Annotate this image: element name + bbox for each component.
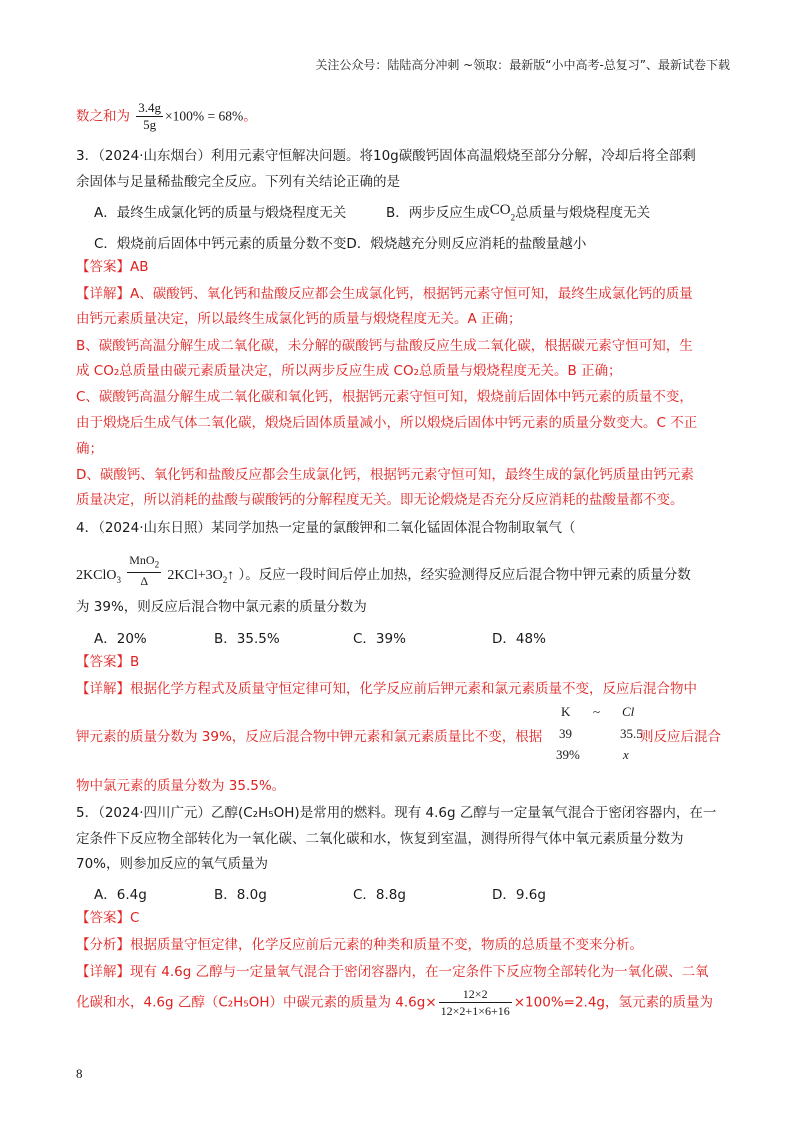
q5-detail-line2 xyxy=(76,986,713,1019)
fraction-denominator: 5g xyxy=(143,117,157,132)
q4-stem-line2 xyxy=(76,548,691,588)
q5-detail-line2-prefix: 化碳和水，4.6g 乙醇（C₂H₅OH）中碳元素的质量为 4.6g× xyxy=(76,994,437,1011)
q3-detail-line2: 由钙元素质量决定，所以最终生成氯化钙的质量与煅烧程度无关。A 正确； xyxy=(76,311,522,327)
continuation-formula: ×100% = 68% xyxy=(165,108,244,124)
ratio-35-5: 35.5 xyxy=(620,726,643,741)
q4-stem-line1: 4．（2024·山东日照）某同学加热一定量的氯酸钾和二氧化锰固体混合物制取氧气（ xyxy=(76,520,576,536)
equation-catalyst-sub: 2 xyxy=(154,559,160,570)
q4-detail-line2-suffix: 则反应后混合 xyxy=(640,729,721,745)
q5-option-c: C．8.8g xyxy=(353,887,406,903)
carbon-fraction xyxy=(439,986,512,1019)
q4-option-c: C．39% xyxy=(353,631,406,647)
equation-catalyst-text: MnO xyxy=(129,553,155,567)
page-number: 8 xyxy=(76,1066,83,1081)
co2-subscript: 2 xyxy=(510,212,516,223)
equation-reactant-text: 2KClO xyxy=(76,567,117,583)
q3-detail-line7: 确； xyxy=(76,441,103,457)
equation-products-sub: 2 xyxy=(222,574,228,585)
q3-detail-line1: 【详解】A、碳酸钙、氧化钙和盐酸反应都会生成氯化钙，根据钙元素守恒可知，最终生成氯化钙的质量 xyxy=(76,286,693,302)
ratio-39: 39 xyxy=(559,726,572,741)
equation-catalyst xyxy=(127,552,161,573)
q5-option-a: A．6.4g xyxy=(94,887,147,903)
q3-detail-line5: C、碳酸钙高温分解生成二氧化碳和氧化钙，根据钙元素守恒可知，煅烧前后固体中钙元素的质量不变， xyxy=(76,389,693,405)
q5-stem-line1: 5．（2024·四川广元）乙醇(C₂H₅OH)是常用的燃料。现有 4.6g 乙醇与一定量氧气混合于密闭容器内，在一 xyxy=(76,805,717,821)
q3-stem-line2: 余固体与足量稀盐酸完全反应。下列有关结论正确的是 xyxy=(76,174,400,190)
q3-detail-line9: 质量决定，所以消耗的盐酸与碳酸钙的分解程度无关。即无论煅烧是否充分反应消耗的盐酸量都不变。 xyxy=(76,492,684,508)
ratio-cl: Cl xyxy=(622,704,635,719)
q4-stem-line3: 为 39%，则反应后混合物中氯元素的质量分数为 xyxy=(76,599,367,615)
fraction xyxy=(136,100,163,133)
q4-stem-line2-text: ）。反应一段时间后停止加热，经实验测得反应后混合物中钾元素的质量分数 xyxy=(238,566,691,583)
q4-option-b: B．35.5% xyxy=(214,631,280,647)
q3-detail-line8: D、碳酸钙、氧化钙和盐酸反应都会生成氯化钙，根据钙元素守恒可知，最终生成的氯化钙质量由钙元素 xyxy=(76,467,694,483)
equation-reactant xyxy=(76,568,121,583)
q3-option-b-prefix: B．两步反应生成 xyxy=(386,205,490,221)
q3-option-b xyxy=(386,201,650,223)
q4-option-a: A．20% xyxy=(94,631,147,647)
q3-detail-line4: 成 CO₂总质量由碳元素质量决定，所以两步反应生成 CO₂总质量与煅烧程度无关。B 正确； xyxy=(76,363,622,379)
q5-option-d: D．9.6g xyxy=(492,887,546,903)
q4-detail-line2 xyxy=(76,727,542,747)
q3-stem-line1: 3．（2024·山东烟台）利用元素守恒解决问题。将10g碳酸钙固体高温煅烧至部分分解，冷却后将全部剩 xyxy=(76,148,696,164)
q3-option-a: A．最终生成氯化钙的质量与煅烧程度无关 xyxy=(94,205,347,221)
q5-analysis: 【分析】根据质量守恒定律，化学反应前后元素的种类和质量不变，物质的总质量不变来分析。 xyxy=(76,937,643,953)
fraction-numerator: 3.4g xyxy=(138,100,162,115)
q3-detail-line6: 由于煅烧后生成气体二氧化碳，煅烧后固体质量减小，所以煅烧后固体中钙元素的质量分数变大。C 不正 xyxy=(76,415,698,431)
ratio-tilde: ~ xyxy=(593,704,601,719)
ratio-39-percent: 39% xyxy=(556,747,580,762)
carbon-fraction-numerator: 12×2 xyxy=(439,986,512,1003)
ratio-k: K xyxy=(561,704,571,719)
q5-detail-line1: 【详解】现有 4.6g 乙醇与一定量氧气混合于密闭容器内，在一定条件下反应物全部转化为一氧化碳、二氧 xyxy=(76,964,709,980)
q4-detail-line1: 【详解】根据化学方程式及质量守恒定律可知，化学反应前后钾元素和氯元素质量不变，反应后混合物中 xyxy=(76,681,697,697)
q3-option-b-suffix: 总质量与煅烧程度无关 xyxy=(515,205,651,221)
q4-detail-line2-prefix: 钾元素的质量分数为 39%，反应后混合物中钾元素和氯元素质量比不变，根据 xyxy=(76,729,543,745)
ratio-x: x xyxy=(623,747,629,762)
q5-answer: 【答案】C xyxy=(76,910,140,926)
equation-products xyxy=(167,568,234,583)
q5-stem-line2: 定条件下反应物全部转化为一氧化碳、二氧化碳和水，恢复到室温，测得所得气体中氧元素质量分数为 xyxy=(76,831,684,847)
carbon-fraction-denominator: 12×2+1×6+16 xyxy=(440,1004,510,1018)
q3-answer: 【答案】AB xyxy=(76,259,149,275)
continuation-prefix: 数之和为 xyxy=(76,108,130,125)
page-header: 关注公众号：陆陆高分冲刺 ~领取：最新版“小中高考-总复习”、最新试卷下载 xyxy=(315,58,730,72)
equation-condition xyxy=(127,552,161,589)
co2-formula: CO xyxy=(489,202,511,218)
q3-detail-line3: B、碳酸钙高温分解生成二氧化碳，未分解的碳酸钙与盐酸反应生成二氧化碳，根据碳元素守恒可知，生 xyxy=(76,338,693,354)
continuation-line xyxy=(76,100,257,133)
equation-heat: Δ xyxy=(140,574,149,589)
q5-detail-line2-suffix: ×100%=2.4g，氢元素的质量为 xyxy=(513,994,713,1011)
equation-products-text: 2KCl+3O xyxy=(167,567,223,583)
q5-stem-line3: 70%，则参加反应的氧气质量为 xyxy=(76,856,269,872)
gas-arrow: ↑ xyxy=(227,567,235,583)
q5-option-b: B．8.0g xyxy=(214,887,267,903)
q3-option-c-d: C．煅烧前后固体中钙元素的质量分数不变D．煅烧越充分则反应消耗的盐酸量越小 xyxy=(94,236,587,252)
q4-answer: 【答案】B xyxy=(76,654,140,670)
q4-option-d: D．48% xyxy=(492,631,546,647)
continuation-end: 。 xyxy=(243,108,257,125)
equation-reactant-sub: 3 xyxy=(116,574,121,585)
q4-detail-line3: 物中氯元素的质量分数为 35.5%。 xyxy=(76,778,286,794)
